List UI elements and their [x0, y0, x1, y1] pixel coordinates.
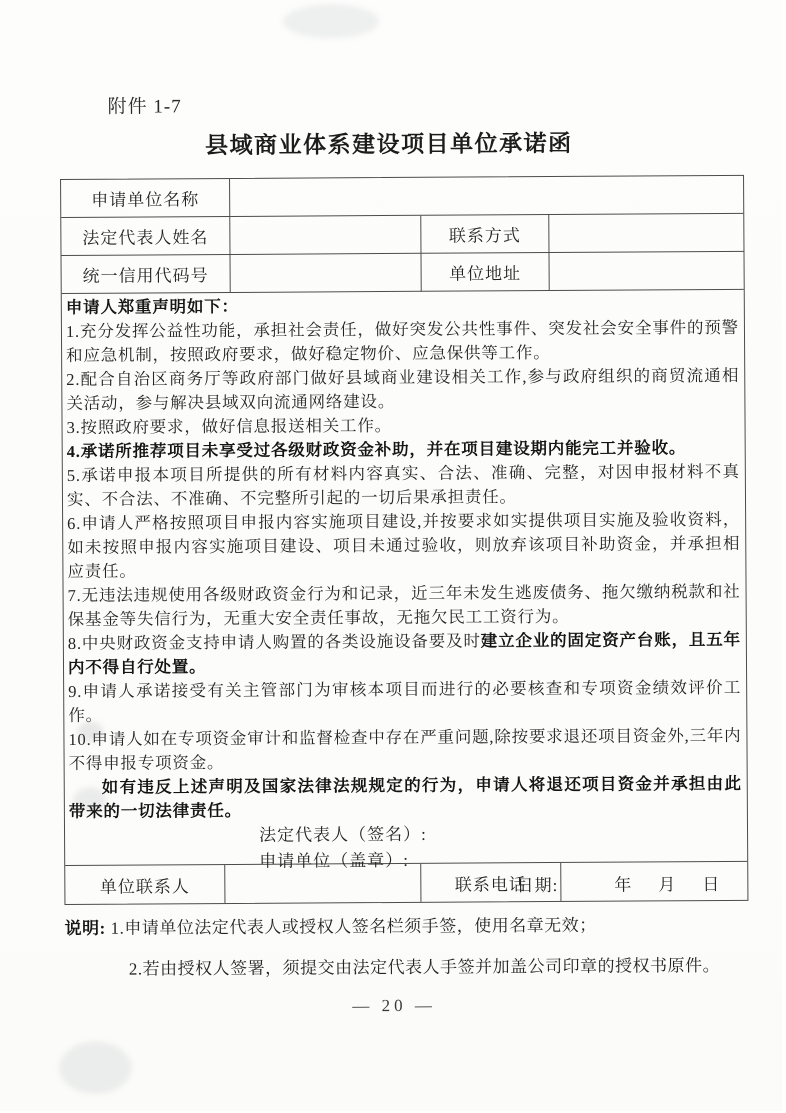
declaration-item: 9.申请人承诺接受有关主管部门为审核本项目而进行的必要核查和专项资金绩效评价工作。 — [68, 677, 742, 725]
declaration-item: 1.充分发挥公益性功能，承担社会责任，做好突发公共性事件、突发社会安全事件的预警和应急机制，按照政府要求，做好稳定物价、应急保供等工作。 — [65, 317, 740, 365]
note-item-1: 1.申请单位法定代表人或授权人签名栏须手签，使用名章无效； — [110, 915, 597, 938]
applicant-info-table — [61, 176, 744, 294]
declaration-item: 8.中央财政资金支持申请人购置的各类设施设备要及时建立企业的固定资产台账，且五年内不得自行处置。 — [67, 629, 741, 677]
applicant-name-label: 申请单位名称 — [61, 179, 230, 218]
date-year-label: 年 — [614, 875, 633, 895]
unit-contact-value-cell — [225, 864, 421, 903]
declaration-item: 2.配合自治区商务厅等政府部门做好县域商业建设相关工作,参与政府组织的商贸流通相关活动，参与解决县域双向流通网络建设。 — [66, 365, 740, 413]
unit-address-value-cell — [549, 252, 743, 291]
declaration-item: 10.申请人如在专项资金审计和监督检查中存在严重问题,除按要求退还项目资金外,三年内不得申报专项资金。 — [68, 725, 742, 773]
page-number: — 20 — — [352, 995, 436, 1016]
scan-artifact — [283, 4, 379, 39]
legal-rep-name-value-cell — [230, 216, 421, 255]
note-item-2: 2.若由授权人签署，须提交由法定代表人手签并加盖公司印章的授权书原件。 — [128, 955, 721, 979]
declaration-item: 3.按照政府要求，做好信息报送相关工作。 — [66, 415, 392, 437]
notes-label: 说明: — [64, 918, 106, 939]
contact-phone-value-cell — [561, 862, 747, 901]
notes-section — [65, 910, 765, 980]
date-month-label: 月 — [658, 875, 677, 895]
declaration-item: 4.承诺所推荐项目未享受过各级财政资金补助，并在项目建设期内能完工并验收。 — [66, 438, 687, 461]
attachment-label: 附件 1-7 — [107, 96, 182, 118]
declaration-item: 7.无违法违规使用各级财政资金行为和记录，近三年未发生逃废债务、拖欠缴纳税款和社保基金等失信行为，无重大安全责任事故，无拖欠民工工资行为。 — [67, 581, 741, 629]
note-line-1 — [65, 910, 765, 939]
unit-contact-label: 单位联系人 — [65, 865, 225, 904]
contact-table — [65, 861, 747, 904]
contact-phone-label: 联系电话 — [421, 863, 561, 902]
unit-address-label: 单位地址 — [421, 253, 549, 292]
credit-code-value-cell — [231, 254, 422, 293]
contact-method-value-cell — [549, 214, 743, 253]
declaration-item: 如有违反上述声明及国家法律法规规定的行为，申请人将退还项目资金并承担由此带来的一切法律责任。 — [68, 773, 742, 821]
declaration-heading: 申请人郑重声明如下： — [65, 296, 239, 317]
page-title: 县域商业体系建设项目单位承诺函 — [205, 130, 573, 159]
applicant-name-value-cell — [230, 176, 743, 217]
declaration-item: 6.申请人严格按照项目申报内容实施项目建设,并按要求如实提供项目实施及验收资料，如未按照申报内容实施项目建设、项目未通过验收，则放弃该项目补助资金，并承担相应责任。 — [67, 509, 741, 581]
scan-artifact — [59, 1042, 131, 1094]
declaration-item: 5.承诺申报本项目所提供的所有材料内容真实、合法、准确、完整，对因申报材料不真实、不合法、不准确、不完整所引起的一切后果承担责任。 — [66, 461, 740, 509]
date-label: 日期: — [516, 875, 559, 896]
declaration-items — [66, 316, 742, 824]
unit-seal-line: 申请单位（盖章）: — [259, 850, 409, 871]
contact-method-label: 联系方式 — [421, 215, 549, 254]
credit-code-label: 统一信用代码号 — [62, 255, 231, 294]
commitment-form-table — [60, 175, 748, 905]
date-day-label: 日 — [702, 874, 721, 895]
legal-rep-signature-line: 法定代表人（签名）: — [258, 824, 427, 845]
legal-rep-name-label: 法定代表人姓名 — [61, 217, 230, 256]
